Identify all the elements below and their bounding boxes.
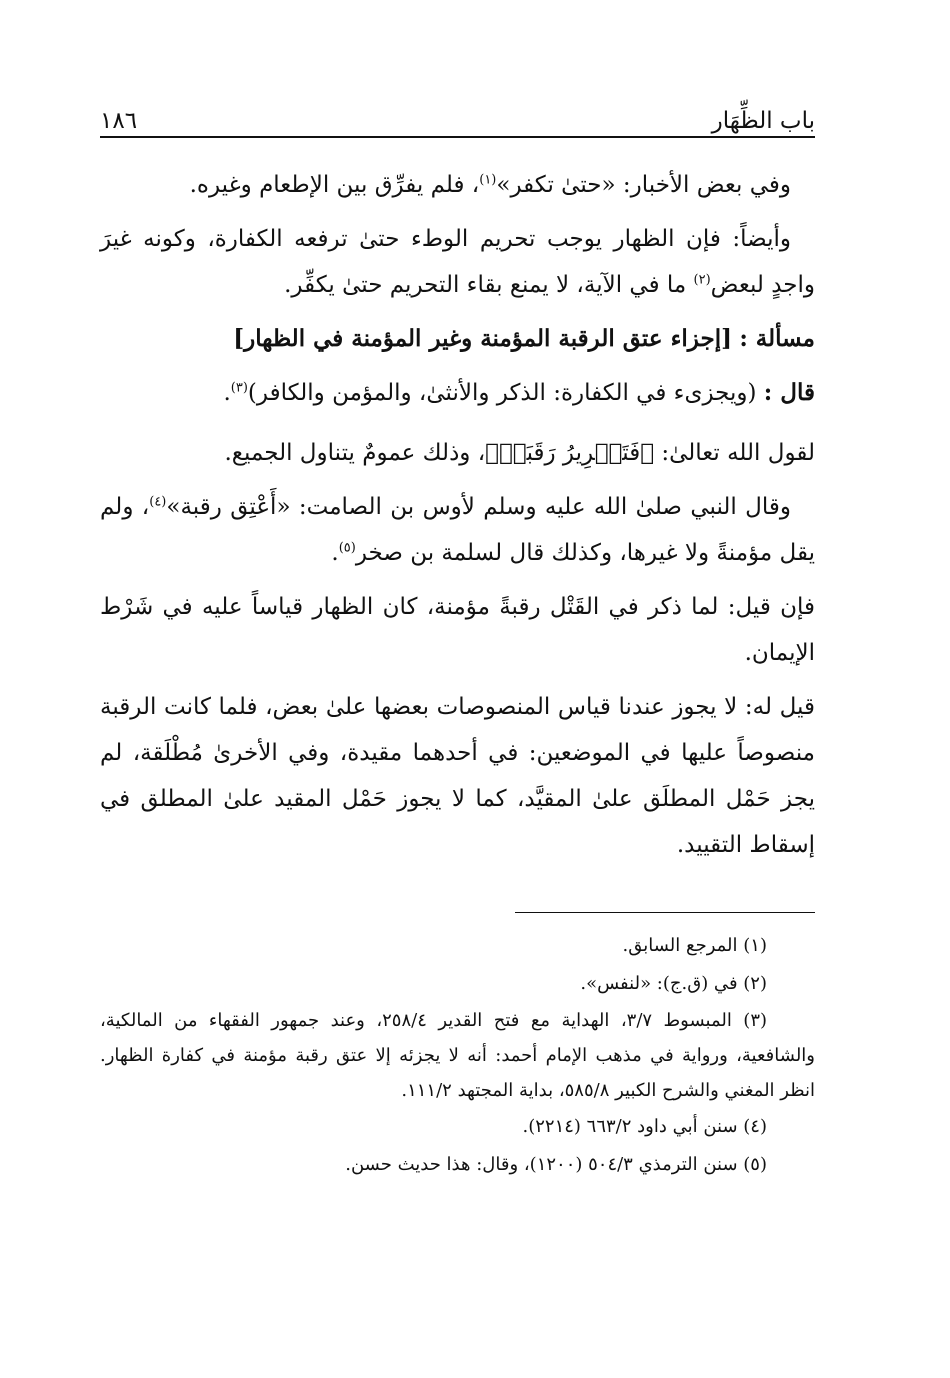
chapter-title: باب الظِّهَار — [711, 108, 815, 134]
qala-label: قال : — [763, 379, 815, 406]
masala-heading — [100, 316, 815, 362]
masala-label: مسألة : — [739, 325, 815, 352]
page-header — [100, 96, 815, 136]
masala-title: [إجزاء عتق الرقبة المؤمنة وغير المؤمنة في الظهار] — [233, 325, 732, 352]
paragraph-4: لقول الله تعالىٰ: ﴿فَتَحۡرِيرُ رَقَبَةٖ﴾، وذلك عمومٌ يتناول الجميع. — [224, 440, 815, 466]
footnote-4: (٤) سنن أبي داود ٦٦٣/٢ (٢٢١٤). — [522, 1116, 767, 1137]
footnote-ref-2[interactable]: (٢) — [693, 272, 711, 288]
footnote-2: (٢) في (ق.ج): «لنفس». — [580, 973, 767, 994]
paragraph-2: وأيضاً: فإن الظهار يوجب تحريم الوطء حتىٰ ترفعه الكفارة، وكونه غيرَ واجدٍ لبعض$^{(٢)}$ ما في الآية، لا يمنع بقاء التحريم حتىٰ يكفِّر. — [100, 226, 815, 298]
footnote-ref-5[interactable]: (٥) — [338, 540, 356, 556]
main-text — [100, 162, 815, 868]
page-number: ١٨٦ — [100, 108, 138, 134]
book-page — [100, 96, 815, 1184]
qala-paragraph: قال : (ويجزىء في الكفارة: الذكر والأنثىٰ، والمؤمن والكافر)$^{(٣)}$. — [223, 379, 815, 406]
footnote-ref-1[interactable]: (١) — [479, 172, 497, 188]
paragraph-6: فإن قيل: لما ذكر في القَتْل رقبةً مؤمنة، كان الظهار قياساً عليه في شَرْط الإيمان. — [100, 594, 815, 666]
footnote-ref-4[interactable]: (٤) — [149, 494, 167, 510]
footnote-ref-3[interactable]: (٣) — [230, 380, 248, 396]
paragraph-7: قيل له: لا يجوز عندنا قياس المنصوصات بعضها علىٰ بعض، فلما كانت الرقبة منصوصاً عليها في الموضعين: في أحدهما مقيدة، وفي الأخرىٰ مُطْلَقة، لم يجز حَمْل المطلَق علىٰ المقيَّد، كما لا يجوز حَمْل المقيد علىٰ المطلق في إسقاط التقييد. — [100, 694, 815, 858]
header-rule — [100, 136, 815, 138]
paragraph-1: وفي بعض الأخبار: «حتىٰ تكفر»$^{(١)}$، فلم يفرِّق بين الإطعام وغيره. — [189, 172, 791, 198]
footnote-5: (٥) سنن الترمذي ٥٠٤/٣ (١٢٠٠)، وقال: هذا حديث حسن. — [345, 1154, 767, 1175]
footnotes — [100, 927, 815, 1184]
quran-verse: ﴿فَتَحۡرِيرُ رَقَبَةٖ﴾ — [485, 440, 655, 466]
footnote-separator — [515, 912, 815, 913]
paragraph-5: وقال النبي صلىٰ الله عليه وسلم لأوس بن الصامت: «أَعْتِق رقبة»$^{(٤)}$، ولم يقل مؤمنةً ولا غيرها، وكذلك قال لسلمة بن صخر$^{(٥)}$. — [100, 494, 815, 566]
footnote-1: (١) المرجع السابق. — [622, 935, 767, 956]
footnote-3: (٣) المبسوط ٣/٧، الهداية مع فتح القدير ٢٥٨/٤، وعند جمهور الفقهاء من المالكية، والشافعية، ورواية في مذهب الإمام أحمد: أنه لا يجزئه إلا عتق رقبة مؤمنة في كفارة الظهار. انظر المغني والشرح الكبير ٥٨٥/٨، بداية المجتهد ١١١/٢. — [100, 1010, 815, 1101]
